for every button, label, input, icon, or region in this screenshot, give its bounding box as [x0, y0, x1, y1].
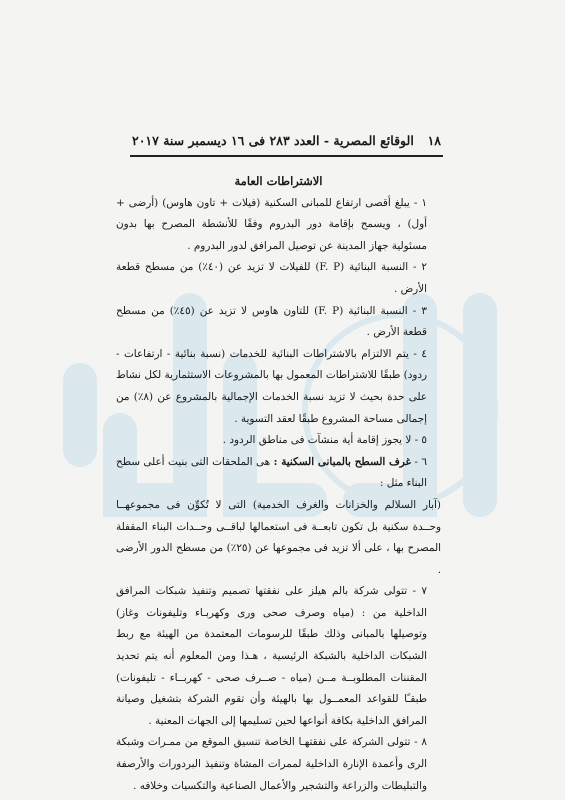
paragraph-5: ٥ - لا يجوز إقامة أية منشآت فى مناطق الردود .	[222, 434, 427, 447]
paragraph-6-body: (آبار السلالم والخزانات والغرف الخدمية) التى لا تُكوِّن فى مجموعهــا وحــدة سكنية بل تكون تابعــة فى استعمالها لباقــى وحــدات البناء المقفلة المصرح بها ، على ألا تزيد فى مجموعها عن (٢٥٪) من مسطح الدور الأرضى .	[116, 498, 441, 576]
document-body	[116, 171, 441, 797]
gazette-title: الوقائع المصرية - العدد ٢٨٣ فى ١٦ ديسمبر سنة ٢٠١٧	[132, 133, 414, 148]
page-number: ١٨	[427, 133, 441, 148]
header-rule	[130, 155, 443, 157]
paragraph-7: ٧ - تتولى شركة بالم هيلز على نفقتها تصميم وتنفيذ شبكات المرافق الداخلية من : (مياه وصرف صحى ورى وكهربـاء وتليفونات وغاز) وتوصيلها بالمبانى وذلك طبقًا للرسومات المعتمدة من الهيئة مع ربط الشبكات الداخلية بالشبكة الرئيسية ، هـذا ومن المعلوم أنه يتم تحديد المقننات المطلوبــة مــن (مياه - صــرف صحى - كهربــاء - تليفونات) طبقـًا للقواعد المعمــول بها بالهيئة وأن تقوم الشركة بتشغيل وصيانة المرافق الداخلية بكافة أنواعها لحين تسليمها إلى الجهات المعنية .	[116, 585, 427, 727]
paragraph-4: ٤ - يتم الالتزام بالاشتراطات البنائية للخدمات (نسبة بنائية - ارتفاعات - ردود) طبقًا للاشتراطات المعمول بها بالمشروعات الاستثمارية لكل نشاط على حدة بحيث لا تزيد نسبة الخدمات الإجمالية بالمشروع عن (٨٪) من إجمالى مساحة المشروع طبقًا لعقد التسوية .	[116, 347, 427, 425]
paragraph-1: ١ - يبلغ أقصى ارتفاع للمبانى السكنية (فيلات + تاون هاوس) (أرضى + أول) ، ويسمح بإقامة دور البدروم وفقًا للأنشطة المصرح بها بدون مسئولية جهاز المدينة عن توصيل المرافق لدور البدروم .	[116, 196, 427, 252]
p6-rest: هى الملحقات التى بنيت أعلى سطح البناء مثل :	[116, 455, 427, 490]
p6-number: ٦ -	[410, 455, 427, 468]
paragraph-3: ٣ - النسبة البنائية (F. P) للتاون هاوس لا تزيد عن (٤٥٪) من مسطح قطعة الأرض .	[116, 304, 428, 339]
paragraph-6-lead	[116, 452, 441, 495]
page-header	[132, 133, 441, 153]
p6-keyword: غرف السطح بالمبانى السكنية :	[273, 455, 411, 468]
paragraph-8: ٨ - تتولى الشركة على نفقتهـا الخاصة تنسيق الموقع من ممـرات وشبكة الرى وأعمدة الإنارة الداخلية لممرات المشاة وتنفيذ البردورات والأرصفة والتبليطات والزراعة والتشجير والأعمال الصناعية والتكسيات وخلافه .	[116, 736, 427, 792]
section-heading: الاشتراطات العامة	[234, 174, 323, 188]
paragraph-2: ٢ - النسبة البنائية (F. P) للفيلات لا تزيد عن (٤٠٪) من مسطح قطعة الأرض .	[116, 261, 427, 295]
